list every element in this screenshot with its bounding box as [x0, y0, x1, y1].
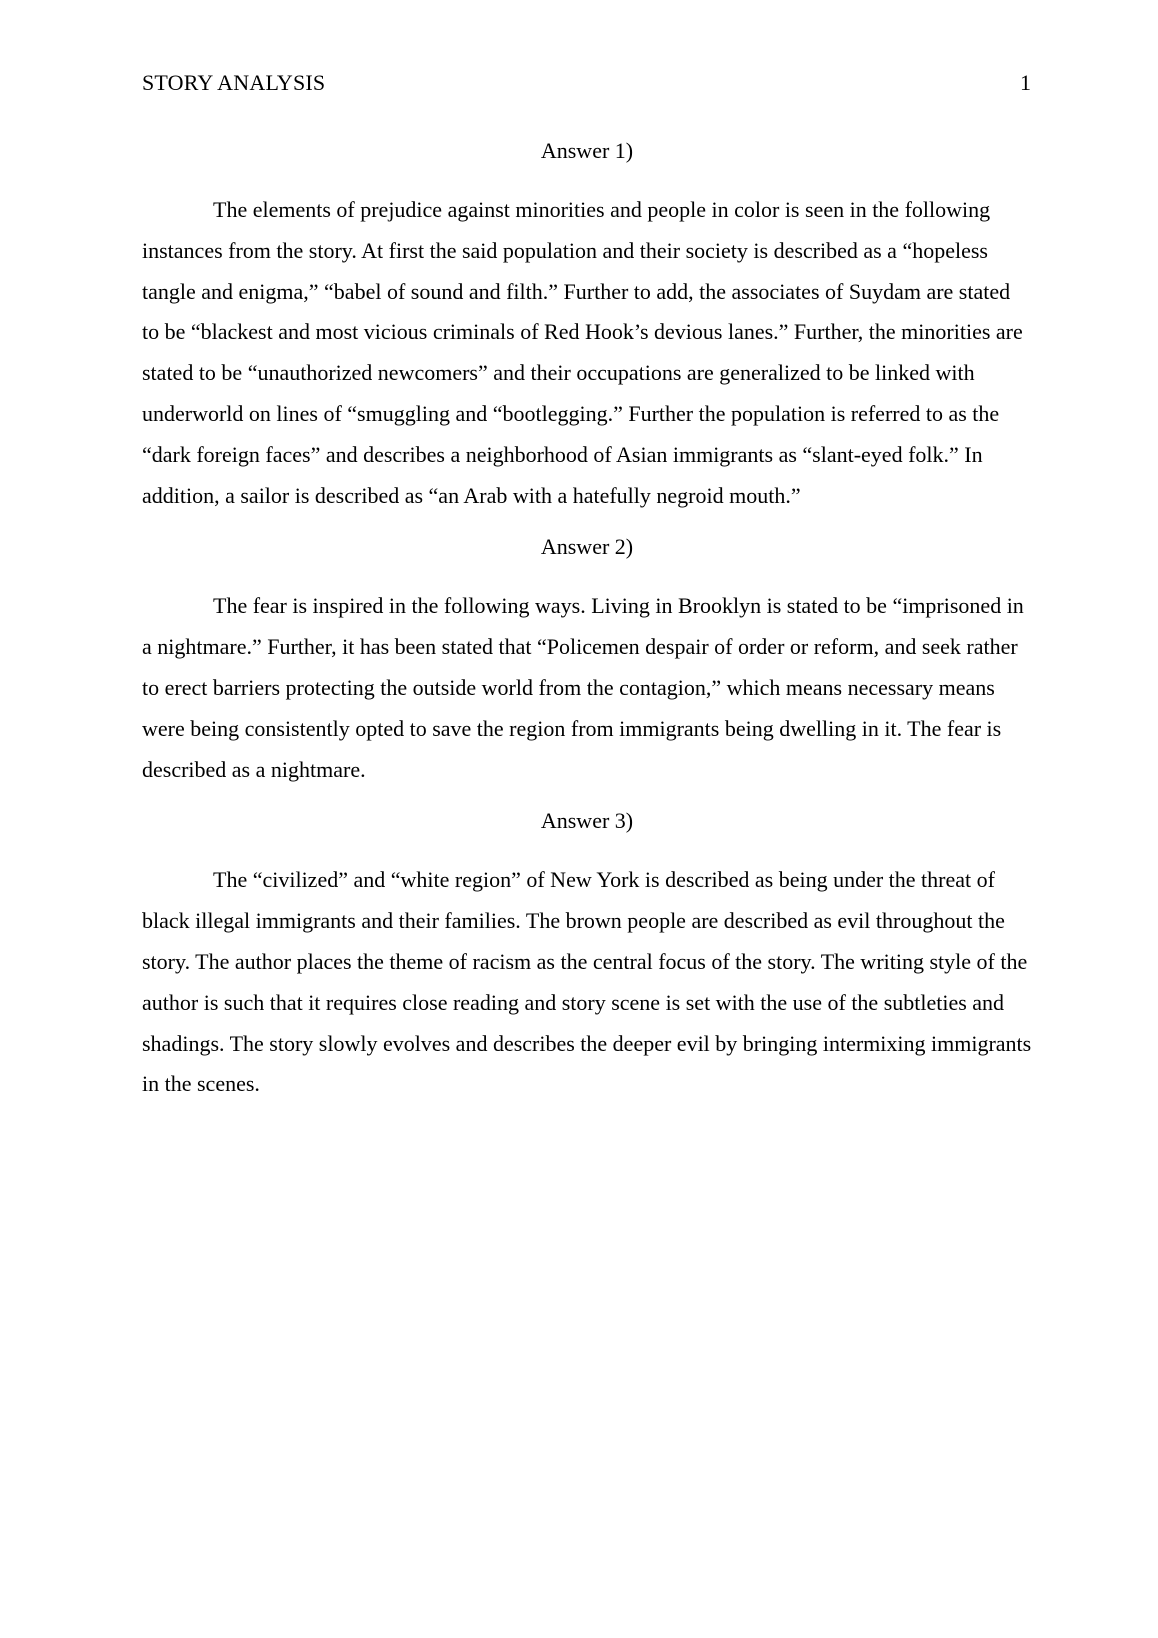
document-body: [142, 136, 1032, 1121]
running-head: STORY ANALYSIS: [142, 70, 326, 95]
answer-2-paragraph: The fear is inspired in the following ways. Living in Brooklyn is stated to be “imprisoned in a nightmare.” Further, it has been stated that “Policemen despair of order or reform, and seek rather to erect barriers protecting the outside world from the contagion,” which means necessary means were being consistently opted to save the region from immigrants being dwelling in it. The fear is described as a nightmare.: [142, 593, 1024, 782]
answer-1-heading: Answer 1): [540, 138, 634, 163]
answer-3-heading: Answer 3): [540, 808, 634, 834]
answer-1-paragraph: The elements of prejudice against minorities and people in color is seen in the following instances from the story. At first the said population and their society is described as a “hopeless tangle and enigma,” “babel of sound and filth.” Further to add, the associates of Suydam are stated to be “blackest and most vicious criminals of Red Hook’s devious lanes.” Further, the minorities are stated to be “unauthorized newcomers” and their occupations are generalized to be linked with underworld on lines of “smuggling and “bootlegging.” Further the population is referred to as the “dark foreign faces” and describes a neighborhood of Asian immigrants as “slant-eyed folk.” In addition, a sailor is described as “an Arab with a hatefully negroid mouth.”: [142, 197, 1023, 508]
page-number: 1: [1020, 70, 1031, 95]
answer-3-paragraph: The “civilized” and “white region” of New York is described as being under the threat of black illegal immigrants and their families. The brown people are described as evil throughout the story. The author places the theme of racism as the central focus of the story. The writing style of the author is such that it requires close reading and story scene is set with the use of the subtleties and shadings. The story slowly evolves and describes the deeper evil by bringing intermixing immigrants in the scenes.: [142, 867, 1032, 1097]
answer-2-heading: Answer 2): [540, 534, 634, 560]
